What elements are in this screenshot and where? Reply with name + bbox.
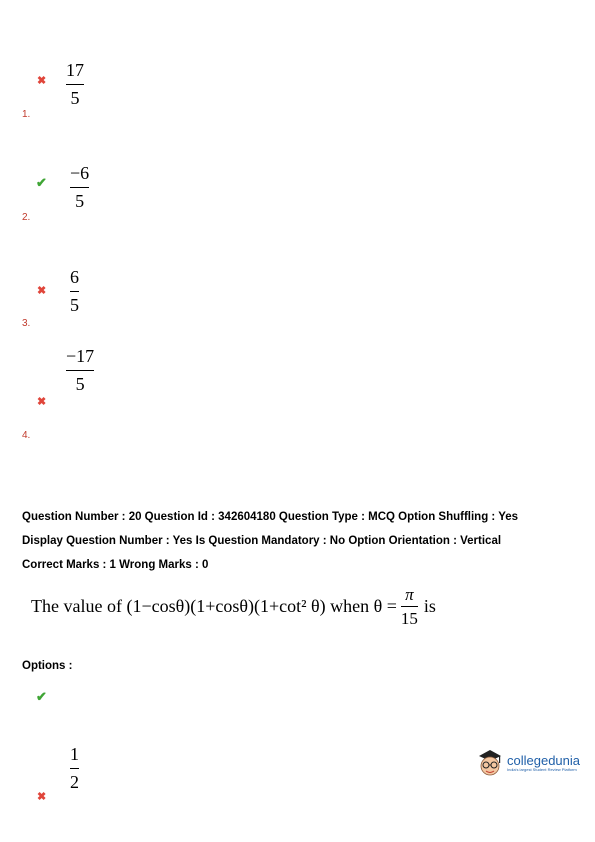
fraction-bar bbox=[70, 291, 79, 292]
question-info bbox=[22, 505, 518, 577]
fraction-bar bbox=[66, 84, 84, 85]
cross-icon: ✖ bbox=[37, 75, 47, 87]
question-info-line-2: Display Question Number : Yes Is Question Mandatory : No Option Orientation : Vertical bbox=[22, 535, 502, 547]
numerator: −6 bbox=[70, 163, 90, 183]
cross-icon: ✖ bbox=[37, 396, 47, 408]
logo-tagline: India's largest Student Review Platform bbox=[507, 767, 577, 772]
fraction-bar bbox=[401, 606, 418, 607]
cross-icon: ✖ bbox=[37, 285, 47, 297]
option-4-fraction bbox=[66, 346, 94, 394]
fraction-bar bbox=[70, 768, 79, 769]
numerator: 6 bbox=[70, 267, 79, 287]
option-1-fraction bbox=[66, 60, 84, 108]
denominator: 2 bbox=[70, 772, 79, 792]
check-icon: ✔ bbox=[36, 175, 47, 190]
option-number: 4. bbox=[22, 430, 31, 441]
fraction-bar bbox=[66, 370, 94, 371]
denominator: 5 bbox=[75, 191, 85, 211]
logo-wordmark: collegedunia bbox=[507, 753, 581, 768]
numerator: 1 bbox=[70, 744, 79, 764]
statement-text: The value of (1−cosθ)(1+cosθ)(1+cot² θ) when θ = bbox=[31, 596, 397, 616]
mascot-icon bbox=[476, 748, 504, 778]
numerator: π bbox=[405, 585, 414, 604]
statement-suffix: is bbox=[423, 596, 436, 616]
fraction-bar bbox=[70, 187, 89, 188]
collegedunia-logo bbox=[476, 748, 580, 778]
option-number: 3. bbox=[22, 318, 31, 329]
denominator: 15 bbox=[400, 609, 418, 628]
denominator: 5 bbox=[70, 88, 80, 108]
option-fraction bbox=[70, 744, 79, 792]
question-info-line-1: Question Number : 20 Question Id : 342604180 Question Type : MCQ Option Shuffling : Yes bbox=[22, 511, 519, 523]
option-number: 1. bbox=[22, 109, 31, 120]
cross-icon: ✖ bbox=[37, 791, 47, 803]
check-icon: ✔ bbox=[36, 689, 47, 704]
denominator: 5 bbox=[75, 374, 85, 394]
question-statement bbox=[31, 585, 436, 628]
numerator: −17 bbox=[66, 346, 95, 366]
option-2-fraction bbox=[70, 163, 89, 211]
option-number: 2. bbox=[22, 212, 31, 223]
statement-fraction bbox=[401, 585, 418, 628]
options-label: Options : bbox=[22, 660, 73, 672]
numerator: 17 bbox=[66, 60, 84, 80]
option-3-fraction bbox=[70, 267, 79, 315]
denominator: 5 bbox=[70, 295, 79, 315]
question-info-line-3: Correct Marks : 1 Wrong Marks : 0 bbox=[22, 559, 209, 571]
